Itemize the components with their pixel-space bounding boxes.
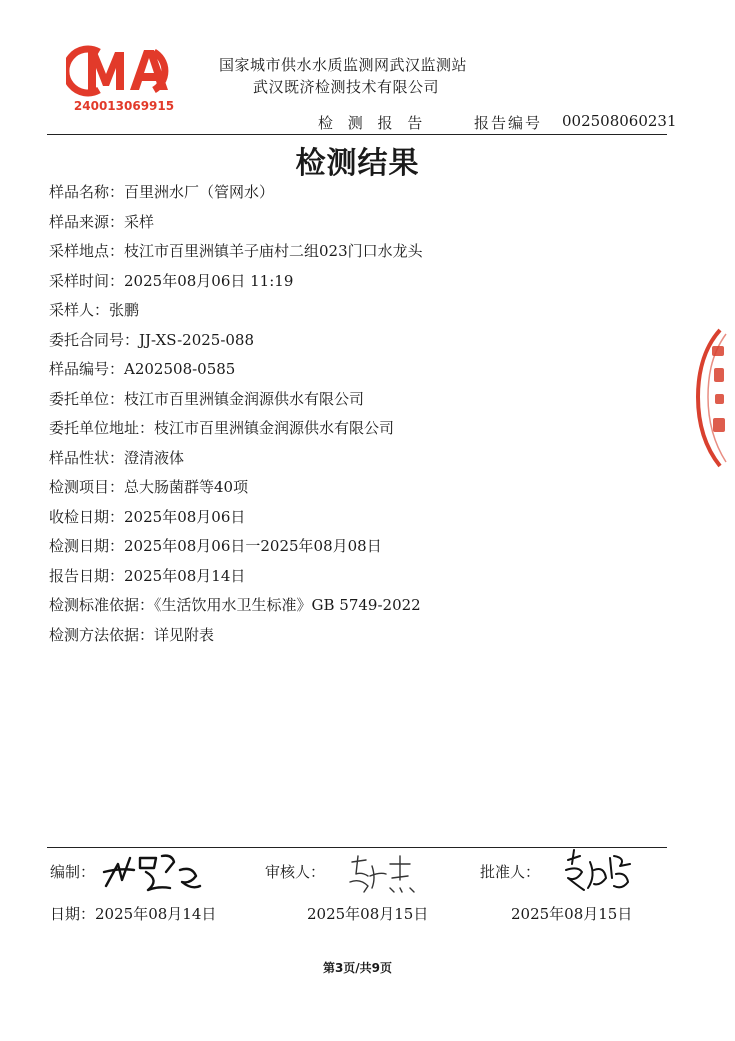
field-value: 枝江市百里洲镇金润源供水有限公司 — [124, 389, 365, 408]
field-sample-appearance — [49, 448, 423, 478]
field-client — [49, 389, 423, 419]
field-value: 枝江市百里洲镇金润源供水有限公司 — [154, 419, 395, 437]
field-value: 总大肠菌群等40项 — [124, 478, 249, 496]
field-test-method — [49, 625, 423, 655]
field-label: 收检日期： — [49, 507, 125, 526]
field-client-address — [49, 418, 423, 448]
field-label: 样品来源： — [49, 212, 125, 231]
reviewer-signature — [346, 852, 426, 896]
field-sample-source — [49, 212, 423, 242]
field-sampler — [49, 300, 423, 330]
report-number-label: 报告编号 — [474, 114, 543, 132]
cma-number: 240013069915 — [73, 99, 175, 113]
field-sampling-location — [49, 241, 423, 271]
field-label: 委托单位地址： — [49, 419, 155, 437]
field-label: 采样人： — [49, 301, 110, 319]
field-value: 2025年08月06日 — [124, 507, 246, 526]
field-value: 采样 — [124, 212, 155, 231]
editor-date-row — [50, 903, 216, 924]
approver-signature — [560, 848, 636, 896]
field-sampling-time — [49, 271, 423, 301]
field-test-standard — [49, 595, 423, 625]
field-value: 枝江市百里洲镇羊子庙村二组023门口水龙头 — [124, 242, 423, 260]
side-seal-stamp — [690, 322, 735, 472]
approver-date: 2025年08月15日 — [511, 905, 633, 923]
field-report-date — [49, 566, 423, 596]
page-title: 检测结果 — [295, 146, 420, 181]
field-value: 详见附表 — [154, 625, 215, 644]
editor-date: 2025年08月14日 — [95, 905, 217, 923]
field-label: 检测标准依据： — [49, 596, 155, 614]
reviewer-label: 审核人： — [265, 863, 326, 881]
field-test-items — [49, 477, 423, 507]
field-value: 张鹏 — [109, 301, 140, 319]
field-value: 百里洲水厂（管网水） — [124, 183, 275, 201]
field-label: 样品名称： — [49, 183, 125, 201]
field-label: 检测项目： — [49, 478, 125, 496]
report-type-label: 检 测 报 告 — [318, 114, 428, 132]
field-sample-no — [49, 359, 423, 389]
field-test-date — [49, 536, 423, 566]
reviewer-date: 2025年08月15日 — [307, 905, 429, 923]
field-value: 澄清液体 — [124, 448, 185, 467]
field-label: 样品编号： — [49, 360, 125, 378]
field-label: 采样地点： — [49, 242, 125, 260]
field-label: 委托合同号： — [49, 330, 140, 349]
cma-logo — [66, 40, 182, 114]
field-value: JJ-XS-2025-088 — [139, 330, 255, 349]
field-value: 2025年08月06日一2025年08月08日 — [124, 537, 382, 555]
header-divider — [47, 134, 667, 135]
report-number: 002508060231 — [562, 112, 677, 130]
field-value: 《生活饮用水卫生标准》GB 5749-2022 — [154, 596, 421, 614]
organization-name-1: 国家城市供水水质监测网武汉监测站 — [219, 56, 468, 74]
editor-signature — [100, 850, 205, 896]
field-label: 采样时间： — [49, 271, 125, 290]
field-label: 检测日期： — [49, 537, 125, 555]
field-receipt-date — [49, 507, 423, 537]
field-label: 样品性状： — [49, 448, 125, 467]
field-label: 检测方法依据： — [49, 625, 155, 644]
field-sample-name — [49, 182, 423, 212]
field-contract-no — [49, 330, 423, 360]
field-value: 2025年08月06日 11:19 — [124, 271, 294, 290]
page-number: 第3页/共9页 — [322, 961, 393, 975]
report-fields — [49, 182, 423, 654]
field-value: 2025年08月14日 — [124, 566, 246, 585]
approver-label: 批准人： — [480, 863, 541, 881]
field-label: 委托单位： — [49, 389, 125, 408]
editor-label: 编制： — [50, 863, 96, 881]
date-label: 日期： — [50, 905, 96, 923]
field-value: A202508-0585 — [124, 360, 236, 378]
field-label: 报告日期： — [49, 566, 125, 585]
organization-name-2: 武汉既济检测技术有限公司 — [253, 78, 440, 96]
